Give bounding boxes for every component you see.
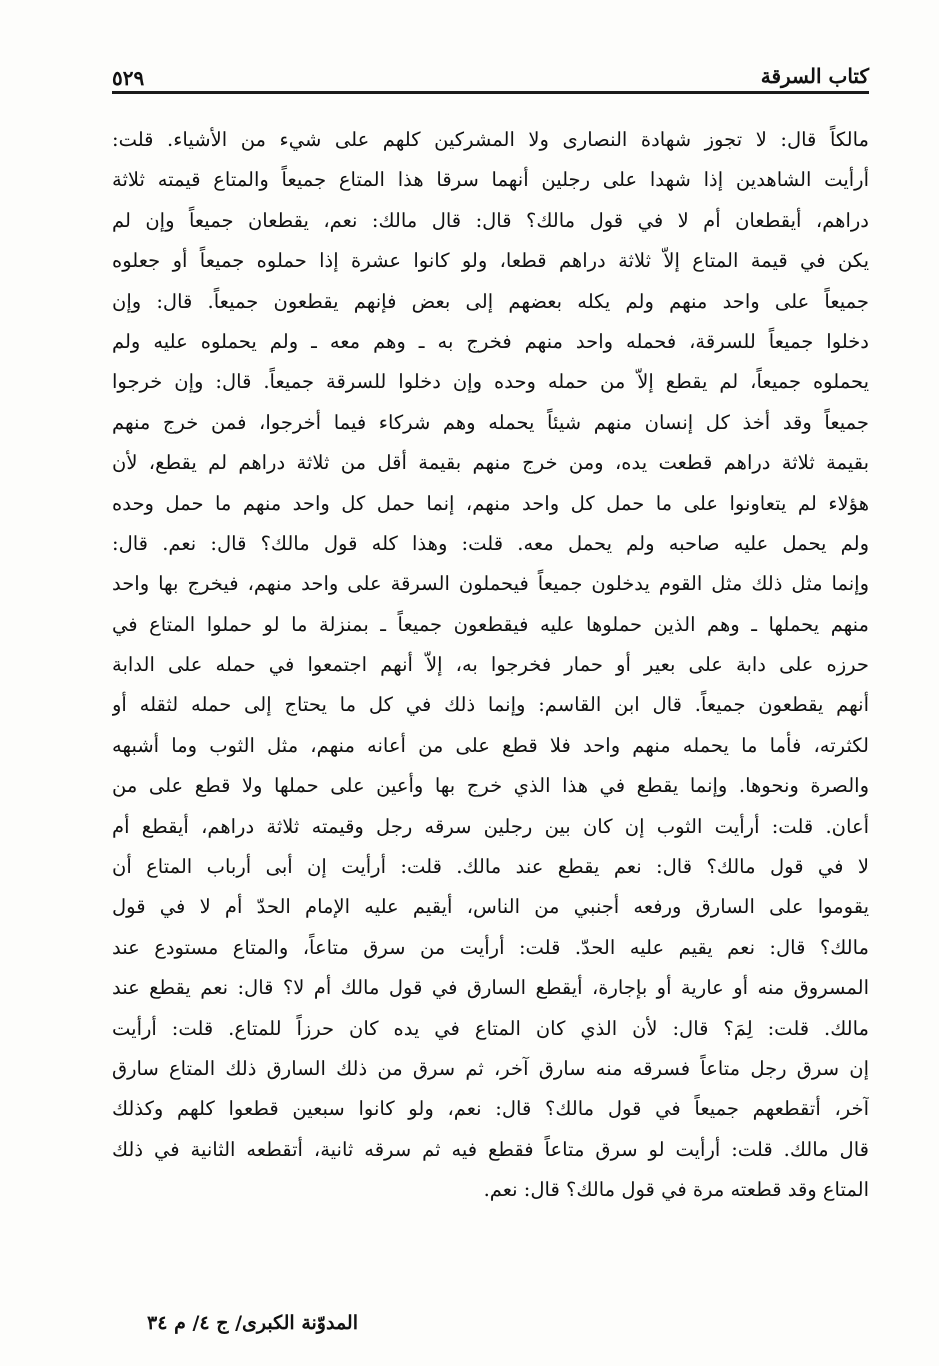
chapter-title: كتاب السرقة (760, 64, 869, 88)
text-line: حرزه على دابة على بعير أو حمار فخرجوا به، إلاّ أنهم اجتمعوا في حمله على الدابة (112, 653, 869, 677)
text-line: هؤلاء لم يتعاونوا على ما حمل كل واحد منهم، إنما حمل كل واحد منهم ما حمل وحده (112, 491, 869, 515)
text-line: جميعاً وقد أخذ كل إنسان منهم شيئاً يحمله وهم شركاء فيما أخرجوا، فمن خرج منهم (112, 410, 869, 434)
text-line: أرأيت الشاهدين إذا شهدا على رجلين أنهما سرقا هذا المتاع جميعاً والمتاع قيمته ثلاثة (112, 168, 869, 192)
text-line: أعان. قلت: أرأيت الثوب إن كان بين رجلين سرقه رجل وقيمته ثلاثة دراهم، أيقطع أم (112, 814, 869, 838)
footer-signature: المدوّنة الكبرى/ ج ٤/ م ٣٤ (147, 1312, 358, 1334)
text-line: والصرة ونحوها. وإنما يقطع في هذا الذي خرج بها وأعين على حملها ولا قطع على من (112, 774, 869, 798)
text-line: جميعاً على واحد منهم ولم يكله بعضهم إلى بعض فإنهم يقطعون جميعاً. قال: وإن (112, 289, 869, 313)
text-line: لا في قول مالك؟ قال: نعم يقطع عند مالك. قلت: أرأيت إن أبى أرباب المتاع أن (112, 855, 869, 879)
text-line: وإنما مثل ذلك مثل القوم يدخلون جميعاً فيحملون السرقة على واحد منهم، فيخرج بها واحد (112, 572, 869, 596)
text-line: يقوموا على السارق ورفعه أجنبي من الناس، أيقيم عليه الإمام الحدّ أم لا في قول (112, 895, 869, 919)
text-line: إن سرق رجل متاعاً فسرقه منه سارق آخر، ثم سرق من ذلك السارق ذلك المتاع سارق (112, 1056, 869, 1080)
running-header (112, 52, 869, 96)
text-line: يحملوه جميعاً، لم يقطع إلاّ من حمله وحده وإن دخلوا للسرقة جميعاً. قال: وإن خرجوا (112, 370, 869, 394)
text-line: قال مالك. قلت: أرأيت لو سرق متاعاً فقطع فيه ثم سرقه ثانية، أتقطعه الثانية في ذلك (112, 1137, 869, 1161)
text-line: مالك؟ قال: نعم يقيم عليه الحدّ. قلت: أرأيت من سرق متاعاً، والمتاع مستودع عند (112, 935, 869, 959)
text-line: آخر، أتقطعهم جميعاً في قول مالك؟ قال: نعم، ولو كانوا سبعين قطعوا كلهم وكذلك (112, 1097, 869, 1121)
text-line: مالك. قلت: لِمَ؟ قال: لأن الذي كان المتاع في يده كان حرزاً للمتاع. قلت: أرأيت (112, 1016, 869, 1040)
text-line: دخلوا جميعاً للسرقة، فحمله واحد منهم فخرج به ـ وهم معه ـ ولم يحملوه عليه ولم (112, 329, 869, 353)
page-number: ٥٢٩ (112, 66, 145, 90)
text-line: المتاع وقد قطعته مرة في قول مالك؟ قال: نعم. (483, 1178, 869, 1202)
header-rule (112, 91, 869, 94)
text-line: دراهم، أيقطعان أم لا في قول مالك؟ قال: قال مالك: نعم، يقطعان جميعاً وإن لم (112, 208, 869, 232)
text-line: منهم يحملها ـ وهم الذين حملوها عليه فيقطعون جميعاً ـ بمنزلة ما لو حملوا المتاع في (112, 612, 869, 636)
text-line: أنهم يقطعون جميعاً. قال ابن القاسم: وإنما ذلك في كل ما يحتاج إلى حمله لثقله أو (112, 693, 869, 717)
text-line: يكن في قيمة المتاع إلاّ ثلاثة دراهم قطعا، ولو كانوا عشرة إذا حملوه جميعاً أو جعلوه (112, 249, 869, 273)
body-text (112, 120, 869, 1211)
text-line: بقيمة ثلاثة دراهم قطعت يده، ومن خرج منهم بقيمة أقل من ثلاثة دراهم لم يقطع، لأن (112, 451, 869, 475)
text-line: ولم يحمل عليه صاحبه ولم يحمل معه. قلت: وهذا كله قول مالك؟ قال: نعم. قال: (112, 531, 869, 555)
text-line: لكثرته، فأما ما يحمله منهم واحد فلا قطع على من أعانه منهم، مثل الثوب وما أشبهه (112, 733, 869, 757)
text-line: مالكاً قال: لا تجوز شهادة النصارى ولا المشركين كلهم على شيء من الأشياء. قلت: (112, 128, 869, 151)
text-line: المسروق منه أو عارية أو بإجارة، أيقطع السارق في قول مالك أم لا؟ قال: نعم يقطع عند (112, 976, 869, 1000)
